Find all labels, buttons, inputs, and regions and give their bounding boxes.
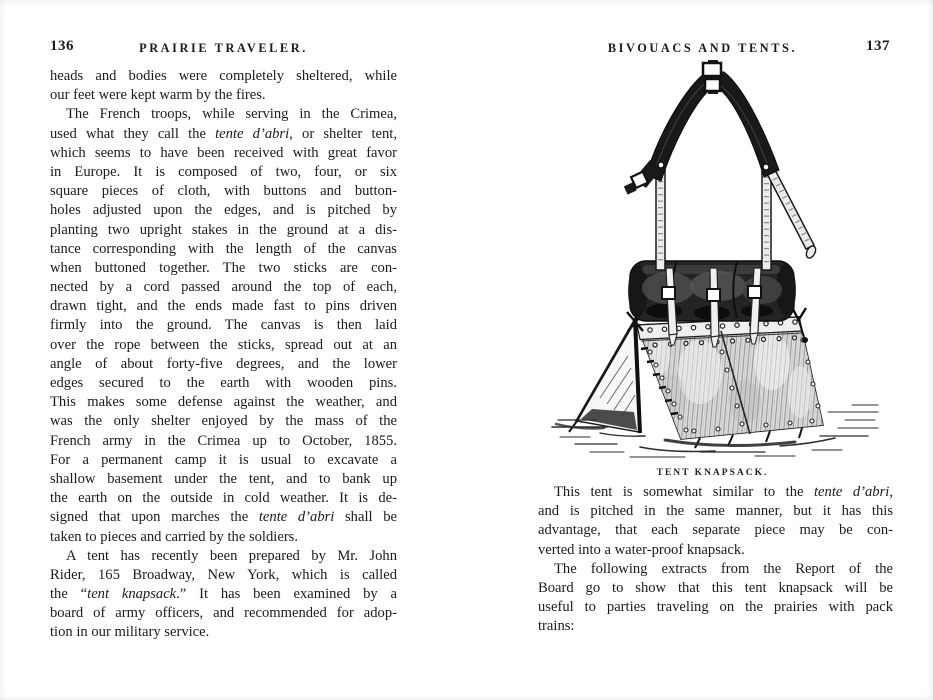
text-line: drawn tight, and the ends made fast to pins driven [50,298,397,315]
paragraph [50,67,397,105]
text-line: in Europe. It is composed of two, four, or six [50,163,397,180]
text-line: signed that upon marches the tente d’abri shall be [50,509,397,526]
text-line: heads and bodies were completely sheltered, while [50,68,397,84]
text-line: This makes some defense against the weather, and [50,394,397,411]
text-line: over the rope between the sticks, spread out at an [50,336,397,353]
running-head-right: BIVOUACS AND TENTS. [607,41,798,55]
text-line: and is pitched in the same manner, but it has this [538,503,893,520]
tent-knapsack-illustration [540,56,900,466]
text-line: was the only shelter enjoyed by the mass of the [50,413,397,430]
text-line: angle of about forty-five degrees, and the lower [50,355,397,372]
paragraph [538,483,893,560]
text-line: square pieces of cloth, with buttons and button- [50,183,397,200]
text-line: which seems to have been received with great favor [50,144,397,161]
text-line: A tent has recently been prepared by Mr. John [66,547,397,564]
text-line: French army in the Crimea up to October, 1855. [50,432,397,449]
text-line: Rider, 165 Broadway, New York, which is called [50,566,397,583]
text-line: verted into a water-proof knapsack. [538,541,745,558]
text-line: For a permanent camp it is usual to excavate a [50,451,397,468]
text-line: tion in our military service. [50,624,210,641]
text-line: edges secured to the earth with wooden pins. [50,375,397,391]
text-line: advantage, that each separate piece may be con- [538,522,893,539]
text-line: holes adjusted upon the edges, and is pitched by [50,202,397,219]
paragraph [50,105,397,546]
paragraph [538,560,893,637]
text-line: Board go to show that this tent knapsack will be [538,579,893,596]
text-line: our feet were kept warm by the fires. [50,87,266,104]
text-line: planting two upright stakes in the ground at a dis- [50,221,397,238]
text-line: useful to parties traveling on the prairies with pack [538,599,893,616]
text-line: the earth on the outside in cold weather. It is de- [50,490,397,507]
tent-knapsack-figure [540,56,900,484]
text-line: tance corresponding with the length of the canvas [50,240,397,257]
text-line: This tent is somewhat similar to the tente d’abri, [554,484,893,500]
text-line: The French troops, while serving in the Crimea, [66,106,397,123]
tent [569,307,833,448]
running-head-left: PRAIRIE TRAVELER. [139,41,308,55]
page-number-right: 137 [866,38,890,54]
shoulder-straps [624,60,818,270]
text-line: trains: [538,618,575,635]
paragraph [50,547,397,643]
figure-caption: TENT KNAPSACK. [656,468,769,478]
text-line: when buttoned together. The two sticks are con- [50,259,397,276]
page-number-left: 136 [50,38,74,54]
text-line: shallow basement under the tent, and to bank up [50,470,397,487]
text-line: used what they call the tente d’abri, or shelter tent, [50,125,397,142]
text-line: nected by a cord passed around the top of each, [50,279,397,296]
text-line: board of army officers, and recommended for adop- [50,605,397,622]
text-line: taken to pieces and carried by the soldiers. [50,528,299,545]
text-line: firmly into the ground. The canvas is then laid [50,317,397,334]
left-page-text [50,67,397,643]
text-line: the “tent knapsack.” It has been examined by a [50,586,397,603]
right-page-text [538,483,893,637]
text-line: The following extracts from the Report of the [554,560,893,577]
